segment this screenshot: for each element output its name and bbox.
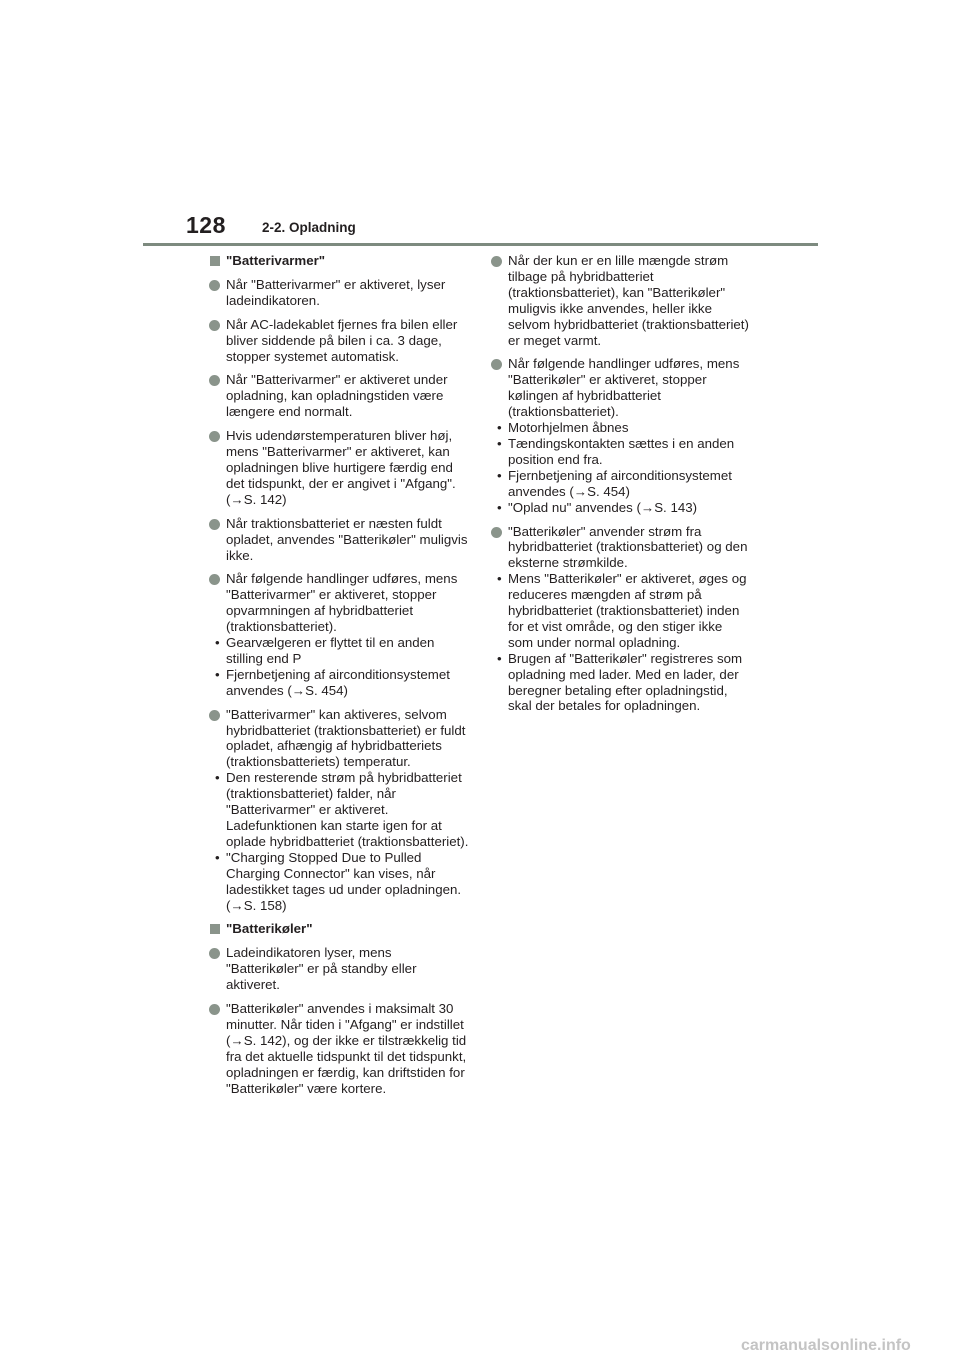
list-item xyxy=(209,372,469,420)
heading-batterikoler xyxy=(209,921,469,937)
list-item xyxy=(209,317,469,365)
circle-bullet-icon xyxy=(209,320,220,331)
sub-item xyxy=(491,651,751,715)
item-text: "Batterivarmer" kan aktiveres, selvom hybridbatteriet (traktionsbatteriet) er fuldt opladet, afhængig af hybridbatteriets (traktionsbatteriets) temperatur. xyxy=(226,706,466,770)
list-item-group xyxy=(209,571,469,698)
left-column xyxy=(209,253,469,1105)
circle-bullet-icon xyxy=(209,574,220,585)
sub-item xyxy=(209,770,469,850)
sub-item-text: Fjernbetjening af airconditionsystemet anvendes (→S. 454) xyxy=(226,666,450,698)
square-bullet-icon xyxy=(210,924,220,934)
list-item-group xyxy=(491,356,751,515)
sub-item xyxy=(491,468,751,500)
item-text: Når traktionsbatteriet er næsten fuldt opladet, anvendes "Batterikøler" muligvis ikke. xyxy=(226,515,468,563)
watermark: carmanualsonline.info xyxy=(741,1337,911,1354)
item-text: Når følgende handlinger udføres, mens "Batterikøler" er aktiveret, stopper kølingen af hybridbatteriet (traktionsbatteriet). xyxy=(508,356,740,420)
circle-bullet-icon xyxy=(209,375,220,386)
item-text: Når "Batterivarmer" er aktiveret, lyser ladeindikatoren. xyxy=(226,276,446,308)
header-rule xyxy=(143,243,818,246)
sub-item xyxy=(491,420,751,436)
circle-bullet-icon xyxy=(209,519,220,530)
item-text: Når "Batterivarmer" er aktiveret under opladning, kan opladningstiden være længere end normalt. xyxy=(226,372,448,420)
sub-item xyxy=(491,436,751,468)
sub-item-text: Tændingskontakten sættes i en anden position end fra. xyxy=(508,435,735,467)
circle-bullet-icon xyxy=(209,710,220,721)
sub-item-text: Mens "Batterikøler" er aktiveret, øges og reduceres mængden af strøm på hybridbatteriet (traktionsbatteriet) inden for et vist område, og den stiger ikke som under normal opladning. xyxy=(508,571,747,650)
sub-item-text: Gearvælgeren er flyttet til en anden stilling end P xyxy=(226,635,435,666)
heading-text: "Batterikøler" xyxy=(226,921,313,937)
dot-bullet-icon: • xyxy=(497,571,502,587)
list-item-group xyxy=(491,524,751,715)
dot-bullet-icon: • xyxy=(497,499,502,515)
list-item xyxy=(209,277,469,309)
list-item xyxy=(209,571,469,635)
item-text: Ladeindikatoren lyser, mens "Batterikøler" er på standby eller aktiveret. xyxy=(226,945,417,993)
item-text: Hvis udendørstemperaturen bliver høj, mens "Batterivarmer" er aktiveret, kan opladningen blive hurtigere færdig end det tidspunkt, der er angivet i "Afgang". (→S. 142) xyxy=(226,428,456,507)
dot-bullet-icon: • xyxy=(497,467,502,483)
sub-item-text: Den resterende strøm på hybridbatteriet (traktionsbatteriet) falder, når "Batterivarmer" er aktiveret. Ladefunktionen kan starte igen for at oplade hybridbatteriet (traktionsbatteriet). xyxy=(226,770,469,849)
dot-bullet-icon: • xyxy=(497,435,502,451)
sub-item-text: "Charging Stopped Due to Pulled Charging Connector" kan vises, når ladestikket tages ud under opladningen. (→S. 158) xyxy=(226,849,462,913)
circle-bullet-icon xyxy=(209,1004,220,1015)
heading-batterivarmer xyxy=(209,253,469,269)
sub-item-text: Fjernbetjening af airconditionsystemet anvendes (→S. 454) xyxy=(508,467,732,499)
dot-bullet-icon: • xyxy=(497,420,502,436)
sub-item-text: "Oplad nu" anvendes (→S. 143) xyxy=(508,499,698,515)
list-item xyxy=(209,516,469,564)
item-text: Når følgende handlinger udføres, mens "Batterivarmer" er aktiveret, stopper opvarmningen af hybridbatteriet (traktionsbatteriet). xyxy=(226,571,458,635)
item-text: "Batterikøler" anvender strøm fra hybridbatteriet (traktionsbatteriet) og den eksterne strømkilde. xyxy=(508,523,748,571)
list-item xyxy=(209,1001,469,1096)
sub-item xyxy=(209,667,469,699)
list-item-group xyxy=(209,707,469,914)
list-item xyxy=(209,945,469,993)
item-text: Når AC-ladekablet fjernes fra bilen eller bliver siddende på bilen i ca. 3 dage, stopper systemet automatisk. xyxy=(226,316,458,364)
list-item xyxy=(209,707,469,771)
circle-bullet-icon xyxy=(209,431,220,442)
sub-item xyxy=(491,500,751,516)
dot-bullet-icon: • xyxy=(215,849,220,865)
sub-item xyxy=(209,850,469,914)
circle-bullet-icon xyxy=(491,359,502,370)
circle-bullet-icon xyxy=(209,280,220,291)
list-item xyxy=(491,524,751,572)
dot-bullet-icon: • xyxy=(497,650,502,666)
sub-item xyxy=(491,571,751,651)
dot-bullet-icon: • xyxy=(215,635,220,651)
square-bullet-icon xyxy=(210,256,220,266)
heading-text: "Batterivarmer" xyxy=(226,253,326,268)
list-item xyxy=(491,253,751,348)
list-item xyxy=(209,428,469,508)
sub-item-text: Brugen af "Batterikøler" registreres som opladning med lader. Med en lader, der beregner betaling efter opladningstid, skal der betales for opladningen. xyxy=(508,650,743,714)
sub-item-text: Motorhjelmen åbnes xyxy=(508,420,629,436)
dot-bullet-icon: • xyxy=(215,666,220,682)
right-column xyxy=(491,253,751,722)
circle-bullet-icon xyxy=(491,256,502,267)
section-title: 2-2. Opladning xyxy=(262,220,356,235)
circle-bullet-icon xyxy=(491,527,502,538)
item-text: "Batterikøler" anvendes i maksimalt 30 minutter. Når tiden i "Afgang" er indstillet (→S. 142), og der ikke er tilstrækkelig tid fra det aktuelle tidspunkt til det tidspunkt, opladningen er færdig, kan driftstiden for "Batterikøler" være kortere. xyxy=(226,1001,467,1096)
sub-item xyxy=(209,635,469,667)
list-item xyxy=(491,356,751,420)
item-text: Når der kun er en lille mængde strøm tilbage på hybridbatteriet (traktionsbatteriet), kan "Batterikøler" muligvis ikke anvendes, heller ikke selvom hybridbatteriet (traktionsbatteriet) er meget varmt. xyxy=(508,253,749,348)
dot-bullet-icon: • xyxy=(215,770,220,786)
circle-bullet-icon xyxy=(209,948,220,959)
page-number: 128 xyxy=(186,212,226,238)
